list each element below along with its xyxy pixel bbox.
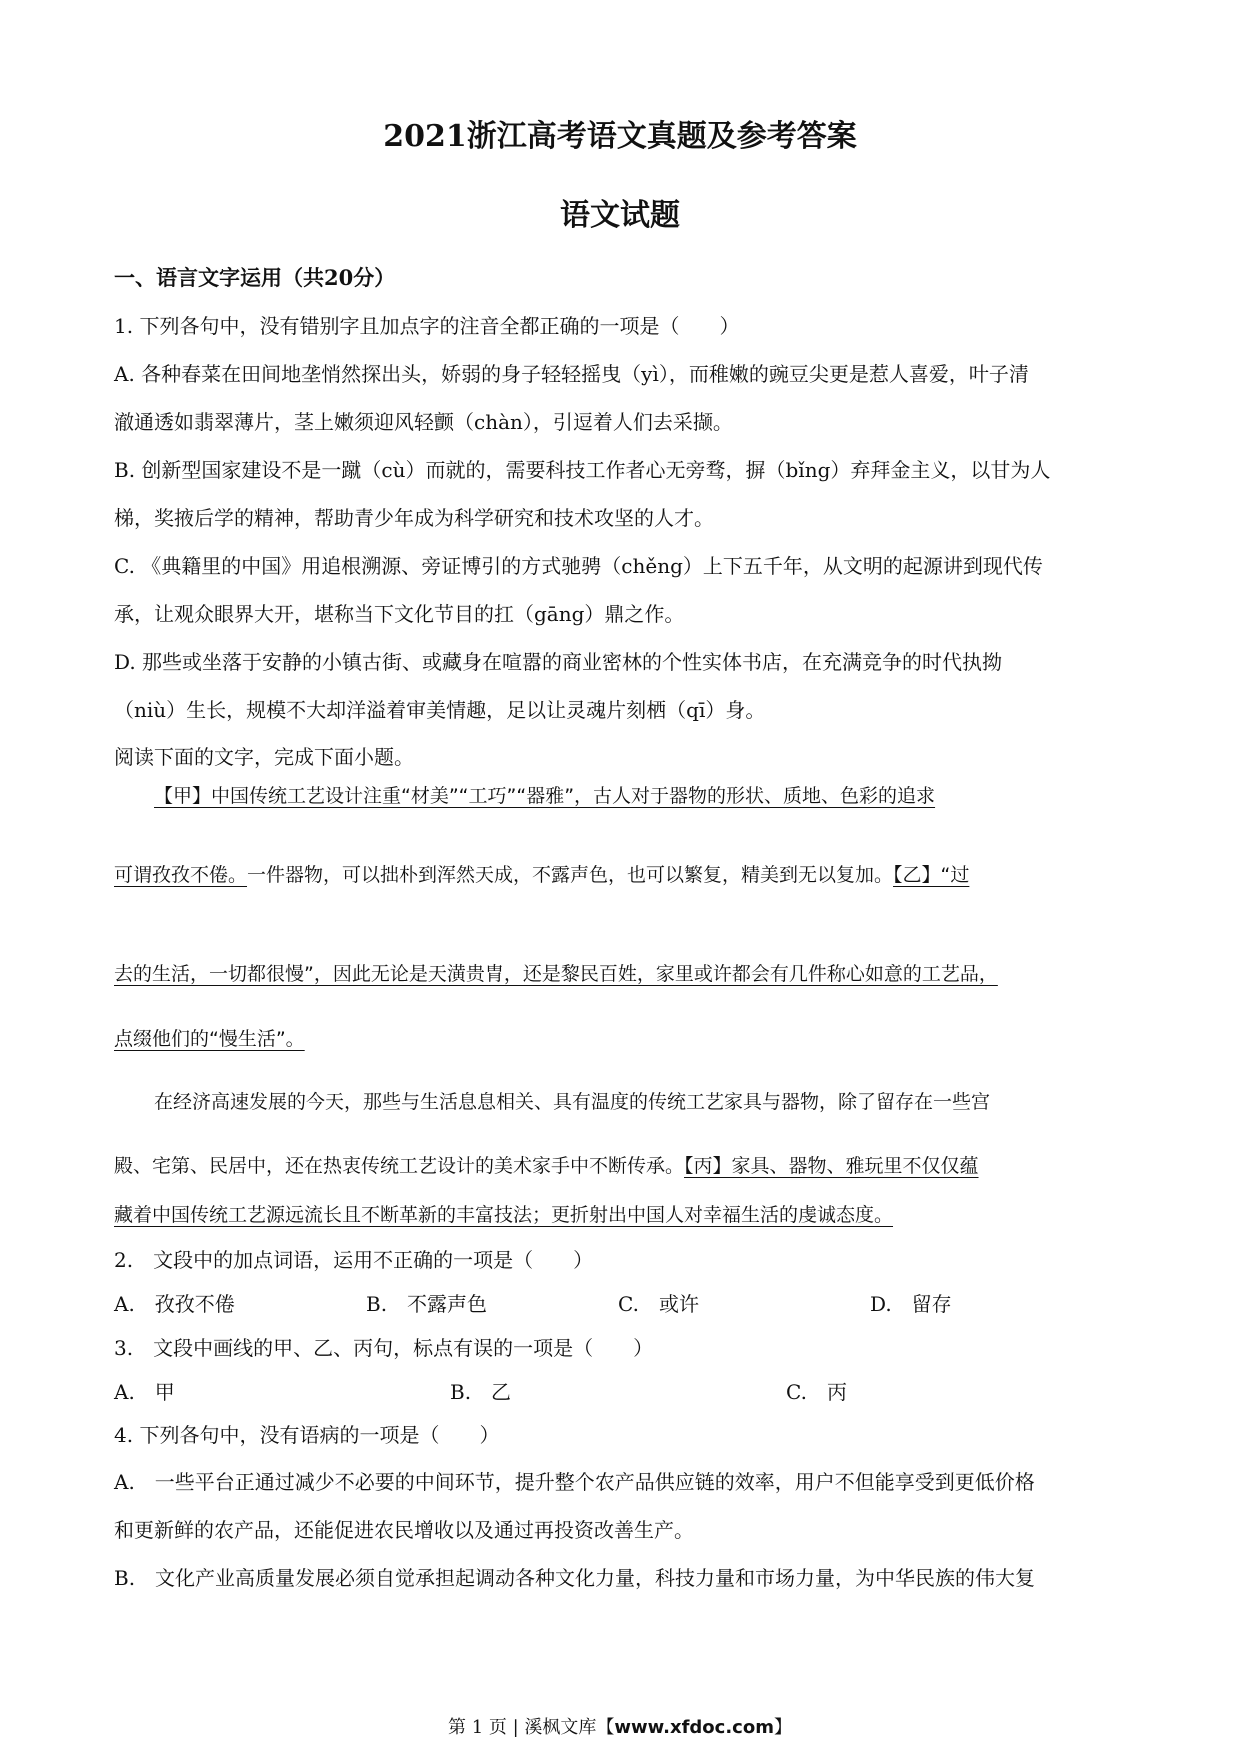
q1-option-a-line1: A. 各种春菜在田间地垄悄然探出头，娇弱的身子轻轻摇曳（yì），而稚嫩的豌豆尖更是惹人喜爱，叶子清 (114, 362, 1029, 386)
q3-option-a: A. 甲 (114, 1380, 175, 1404)
footer-site-link[interactable]: www.xfdoc.com (614, 1717, 774, 1738)
q3-stem: 3. 文段中画线的甲、乙、丙句，标点有误的一项是（ ） (114, 1336, 654, 1360)
passage-p1-line3: 去的生活，一切都很慢”，因此无论是天潢贵胄，还是黎民百姓，家里或许都会有几件称心如意的工艺品， (114, 963, 998, 985)
passage-p2-line1: 在经济高速发展的今天，那些与生活息息相关、具有温度的传统工艺家具与器物，除了留存在一些宫 (154, 1091, 991, 1113)
passage-p1-line1: 【甲】中国传统工艺设计注重“材美”“工巧”“器雅”，古人对于器物的形状、质地、色彩的追求 (154, 785, 936, 807)
passage-p1-line2 (114, 861, 969, 889)
passage-p2-line2 (114, 1152, 979, 1180)
q1-option-a-line2: 澈通透如翡翠薄片，茎上嫩须迎风轻颤（chàn），引逗着人们去采撷。 (114, 410, 733, 434)
q4-option-a-line1: A. 一些平台正通过减少不必要的中间环节，提升整个农产品供应链的效率，用户不但能享受到更低价格 (114, 1470, 1035, 1494)
passage-p2-line3: 藏着中国传统工艺源远流长且不断革新的丰富技法；更折射出中国人对幸福生活的虔诚态度。 (114, 1204, 894, 1226)
reading-intro: 阅读下面的文字，完成下面小题。 (114, 745, 414, 769)
q2-option-c: C. 或许 (618, 1292, 699, 1316)
q1-option-b-line1: B. 创新型国家建设不是一蹴（cù）而就的，需要科技工作者心无旁骛，摒（bǐng）弃拜金主义，以甘为人 (114, 458, 1051, 482)
sentence-bing-start: 【丙】家具、器物、雅玩里不仅仅蕴 (684, 1155, 979, 1177)
q1-option-d-line2: （niù）生长，规模不大却洋溢着审美情趣，足以让灵魂片刻栖（qī）身。 (114, 698, 766, 722)
document-subtitle: 语文试题 (560, 198, 680, 233)
q2-option-b: B. 不露声色 (366, 1292, 488, 1316)
q4-stem: 4. 下列各句中，没有语病的一项是（ ） (114, 1423, 500, 1447)
sentence-jia-end: 可谓孜孜不倦。 (114, 864, 248, 886)
q3-option-c: C. 丙 (786, 1380, 847, 1404)
q3-option-b: B. 乙 (450, 1380, 512, 1404)
page-footer (0, 1716, 1240, 1740)
q2-option-d: D. 留存 (870, 1292, 952, 1316)
footer-page-label: 第 1 页 | 溪枫文库【 (448, 1717, 615, 1738)
q1-option-d-line1: D. 那些或坐落于安静的小镇古街、或藏身在喧嚣的商业密林的个性实体书店，在充满竞争的时代执拗 (114, 650, 1003, 674)
passage-p1-line2-text: 一件器物，可以拙朴到浑然天成，不露声色，也可以繁复，精美到无以复加。 (247, 864, 894, 886)
q1-option-c-line1: C. 《典籍里的中国》用追根溯源、旁证博引的方式驰骋（chěng）上下五千年，从文明的起源讲到现代传 (114, 554, 1043, 578)
passage-p1-line4: 点缀他们的“慢生活”。 (114, 1028, 305, 1050)
section-heading: 一、语言文字运用（共20分） (114, 265, 396, 290)
document-title: 2021浙江高考语文真题及参考答案 (383, 119, 857, 154)
q1-option-b-line2: 梯，奖掖后学的精神，帮助青少年成为科学研究和技术攻坚的人才。 (114, 506, 714, 530)
q1-option-c-line2: 承，让观众眼界大开，堪称当下文化节目的扛（gāng）鼎之作。 (114, 602, 685, 626)
q2-option-a: A. 孜孜不倦 (114, 1292, 235, 1316)
q4-option-a-line2: 和更新鲜的农产品，还能促进农民增收以及通过再投资改善生产。 (114, 1518, 694, 1542)
passage-p2-line2-text: 殿、宅第、民居中，还在热衷传统工艺设计的美术家手中不断传承。 (114, 1155, 685, 1177)
q2-stem: 2. 文段中的加点词语，运用不正确的一项是（ ） (114, 1248, 594, 1272)
footer-bracket: 】 (773, 1717, 792, 1738)
q4-option-b-line1: B. 文化产业高质量发展必须自觉承担起调动各种文化力量，科技力量和市场力量，为中华民族的伟大复 (114, 1566, 1036, 1590)
sentence-yi-start: 【乙】“过 (893, 864, 970, 886)
q1-stem: 1. 下列各句中，没有错别字且加点字的注音全都正确的一项是（ ） (114, 314, 740, 338)
